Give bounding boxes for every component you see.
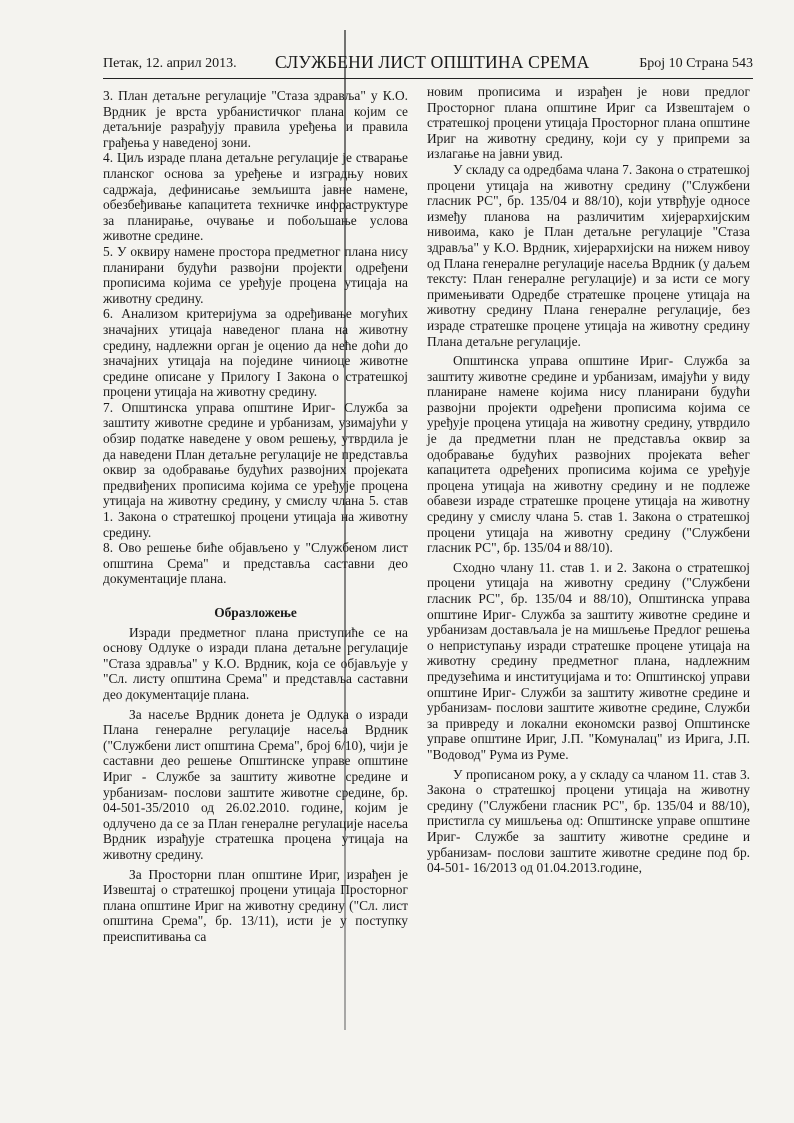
page-header — [103, 50, 753, 79]
paragraph-item-6: 6. Анализом критеријума за одређивање могућих значајних утицаја наведеног плана на животну средину, надлежни орган је оценио да неће доћи до значајних утицаја на поједине чиниоце животне средине описане у Прилогу I Закона о стратешкој процени утицаја на животну средину. — [103, 306, 408, 400]
paragraph-continuation: новим прописима и израђен је нови предлог Просторног плана општине Ириг са Извештајем о стратешкој процени утицаја Просторног плана општине Ириг на животну средину, који су у припреми за излагање на јавни увид. — [427, 84, 750, 162]
right-column — [427, 84, 750, 876]
header-page-number: Број 10 Страна 543 — [639, 56, 753, 71]
paragraph-item-8: 8. Ово решење биће објављено у "Службеном лист општина Срема" и представља саставни део документације плана. — [103, 540, 408, 587]
header-date: Петак, 12. април 2013. — [103, 56, 237, 71]
section-heading: Образложење — [214, 605, 297, 620]
paragraph-item-4: 4. Циљ израде плана детаљне регулације је стварање планског основа за уређење и изградњу нових садржаја, дефинисање земљишта јавне намене, обезбеђивање капацитета техничке инфраструктуре за планирање, очување и побољшање услова животне средине. — [103, 150, 408, 244]
header-title: СЛУЖБЕНИ ЛИСТ ОПШТИНА СРЕМА — [275, 52, 590, 72]
paragraph-explanation-3: За Просторни план општине Ириг, израђен је Извештај о стратешкој процени утицаја Просторног плана општине Ириг на животну средину ("Сл. лист општина Срема", бр. 13/11), исти је у поступку преиспитивања са — [103, 866, 408, 944]
paragraph-opinions: У прописаном року, а у складу са чланом 11. став 3. Закона о стратешкој процени утицаја на животну средину ("Службени гласник РС", бр. 135/04 и 88/10), пристигла су мишљења од: Општинске управе општине Ириг- Службе за заштиту животне средине и урбанизам- послови заштите животне средине под бр. 04-501- 16/2013 од 01.04.2013.године, — [427, 766, 750, 876]
left-column — [103, 88, 408, 944]
paragraph-item-7: 7. Општинска управа општине Ириг- Служба за заштиту животне средине и урбанизам, узимајући у обзир податке наведене у овом решењу, утврдила је да наведени План детаљне регулације не представља оквир за одобравање будућих развојних пројеката предвиђених прописима којима се уређује процена утицаја на животну средину, у смислу члана 5. став 1. Закона о стратешкој процени утицаја на животну средину. — [103, 399, 408, 540]
paragraph-item-3: 3. План детаљне регулације "Стаза здравља" у К.О. Врдник је врста урбанистичког плана којим се детаљније разрађују правила уређења и правила грађења у наведеној зони. — [103, 88, 408, 150]
paragraph-article-7: У складу са одредбама члана 7. Закона о стратешкој процени утицаја на животну средину ("Службени гласник РС", бр. 135/04 и 88/10), који утврђује односе између планова на различитим хијерархијским нивоима, како је План детаљне регулације "Стаза здравља" у К.О. Врдник, хијерархијски на нижем нивоу од Плана генералне регулације насеља Врдник (у даљем тексту: План генералне регулације) и за исти се могу примењивати Одредбе стратешке процене утицаја на животну средину Плана генералне регулације, без израде стратешке процене утицаја на животну средину Плана детаљне регулације. — [427, 161, 750, 349]
paragraph-explanation-1: Изради предметног плана приступиће се на основу Одлуке о изради плана детаљне регулације "Стаза здравља" у К.О. Врдник, која се објављује у "Сл. листу општина Срема" и представља саставни део документације плана. — [103, 624, 408, 702]
paragraph-item-5: 5. У оквиру намене простора предметног плана нису планирани будући развојни пројекти одређени прописима којима се уређује процена утицаја на животну средину. — [103, 243, 408, 306]
paragraph-municipal-service: Општинска управа општине Ириг- Служба за заштиту животне средине и урбанизам, имајући у виду планиране намене којима нису планирани будући развојни пројекти одређени прописима којима се уређује процена утицаја на животну средину, утврдило је да предметни план не представља оквир за одобравање будућих развојних пројеката већег капацитета одређених прописима којима се уређује процена утицаја на животну средину и не подлеже обавези израде стратешке процене утицаја на животну средину у смислу члана 5. став 1. Закона о стратешкој процени утицаја на животну средину ("Службени гласник РС", бр. 135/04 и 88/10). — [427, 353, 750, 556]
paragraph-explanation-2: За насеље Врдник донета је Одлука о изради Плана генералне регулације насеља Врдник ("Службени лист општина Срема", број 6/10), чији је саставни део решење Општинске управе општине Ириг - Службе за заштиту животне средине и урбанизам- послови заштите животне средине, бр. 04-501-35/2010 од 26.02.2010. године, којим је одлучено да се за План генералне регулације насеља Врдник израђује стратешка процена утицаја на животну средину. — [103, 706, 408, 862]
paragraph-article-11: Сходно члану 11. став 1. и 2. Закона о стратешкој процени утицаја на животну средину ("Службени гласник РС", бр. 135/04 и 88/10), Општинска управа општине Ириг- Служба за заштиту животне средине и урбанизам достављала је на мишљење Предлог решења о неприступању изради стратешке процене утицаја на животну средину предметног плана, надлежним предузећима и институцијама и то: Општинској управи општине Ириг- Служби за заштиту животне средине и урбанизам- послови заштите животне средине, Служби за привреду и локални економски развој Општинске управе општине Ириг, Ј.П. "Комуналац" из Ирига, Ј.П. "Водовод" Рума из Руме. — [427, 559, 750, 762]
